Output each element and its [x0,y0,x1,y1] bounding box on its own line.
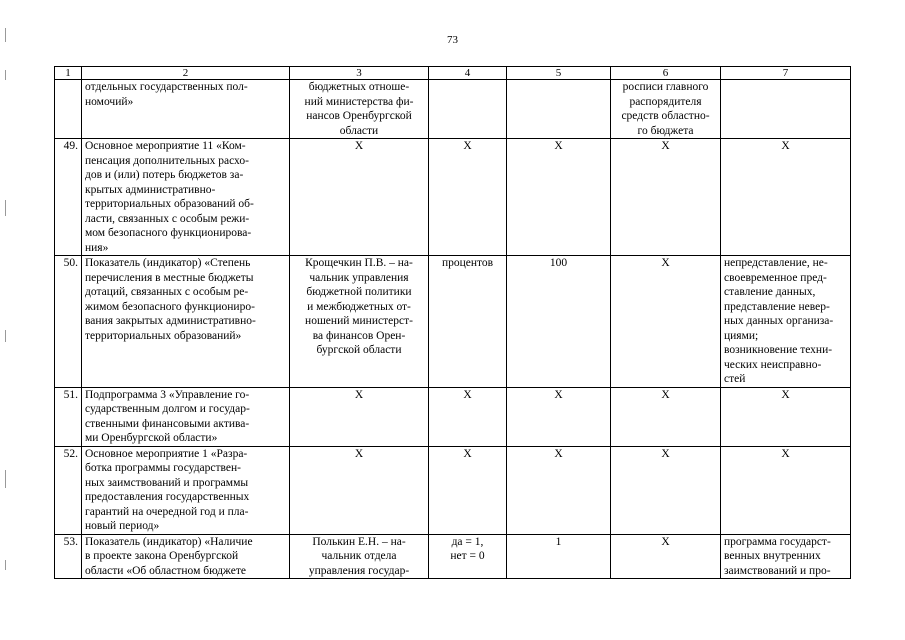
row-responsible: Полькин Е.Н. – на- чальник отдела управления государ- [290,534,429,579]
column-header: 3 [290,67,429,80]
row-value: 100 [507,256,611,388]
row-source: Х [611,446,721,534]
row-unit [429,80,507,139]
margin-mark [5,70,6,80]
row-value: Х [507,446,611,534]
row-value [507,80,611,139]
row-unit: процентов [429,256,507,388]
row-name: Основное мероприятие 1 «Разра- ботка программы государствен- ных заимствований и программы предоставления государственных гарантий на очередной год и пла- новый период» [82,446,290,534]
row-source: росписи главного распорядителя средств областно- го бюджета [611,80,721,139]
row-risk: Х [721,387,851,446]
column-header: 4 [429,67,507,80]
table-row [55,139,851,256]
column-header: 2 [82,67,290,80]
row-unit: Х [429,387,507,446]
row-risk: Х [721,139,851,256]
column-header: 5 [507,67,611,80]
margin-mark [5,200,6,216]
row-risk: Х [721,446,851,534]
row-responsible: Х [290,139,429,256]
table-header-row [55,67,851,80]
row-value: Х [507,139,611,256]
row-number: 50. [55,256,82,388]
row-number: 52. [55,446,82,534]
table-row [55,80,851,139]
margin-mark [5,560,6,570]
table-row [55,387,851,446]
row-responsible: Крощечкин П.В. – на- чальник управления бюджетной политики и межбюджетных от- ношений министерст- ва финансов Орен- бургской области [290,256,429,388]
row-number: 51. [55,387,82,446]
row-unit: Х [429,446,507,534]
table-row [55,256,851,388]
row-number: 53. [55,534,82,579]
margin-mark [5,470,6,488]
row-source: Х [611,387,721,446]
table-row [55,446,851,534]
row-risk: программа государст- венных внутренних заимствований и про- [721,534,851,579]
row-name: Подпрограмма 3 «Управление го- сударственным долгом и государ- ственными финансовыми актива- ми Оренбургской области» [82,387,290,446]
row-responsible: Х [290,446,429,534]
row-source: Х [611,256,721,388]
row-name: Основное мероприятие 11 «Ком- пенсация дополнительных расхо- дов и (или) потерь бюджетов за- крытых административно- территориальных образований об- ласти, связанных с особым режи- мом безопасного функционирова- ния» [82,139,290,256]
table-row [55,534,851,579]
row-responsible: бюджетных отноше- ний министерства фи- нансов Оренбургской области [290,80,429,139]
row-unit: Х [429,139,507,256]
row-responsible: Х [290,387,429,446]
row-risk [721,80,851,139]
row-number: 49. [55,139,82,256]
column-header: 1 [55,67,82,80]
row-value: Х [507,387,611,446]
row-source: Х [611,139,721,256]
column-header: 7 [721,67,851,80]
page-number: 73 [447,34,458,46]
row-name: Показатель (индикатор) «Степень перечисления в местные бюджеты дотаций, связанных с особым ре- жимом безопасного функциониро- вания закрытых административно- территориальных образований» [82,256,290,388]
column-header: 6 [611,67,721,80]
row-value: 1 [507,534,611,579]
row-source: Х [611,534,721,579]
row-number [55,80,82,139]
row-name: отдельных государственных пол- номочий» [82,80,290,139]
row-risk: непредставление, не- своевременное пред- ставление данных, представление невер- ных данных организа- циями; возникновение техни- ческих неисправно- стей [721,256,851,388]
margin-mark [5,330,6,342]
row-unit: да = 1, нет = 0 [429,534,507,579]
margin-mark [5,28,6,42]
row-name: Показатель (индикатор) «Наличие в проекте закона Оренбургской области «Об областном бюджете [82,534,290,579]
data-table [54,66,851,579]
